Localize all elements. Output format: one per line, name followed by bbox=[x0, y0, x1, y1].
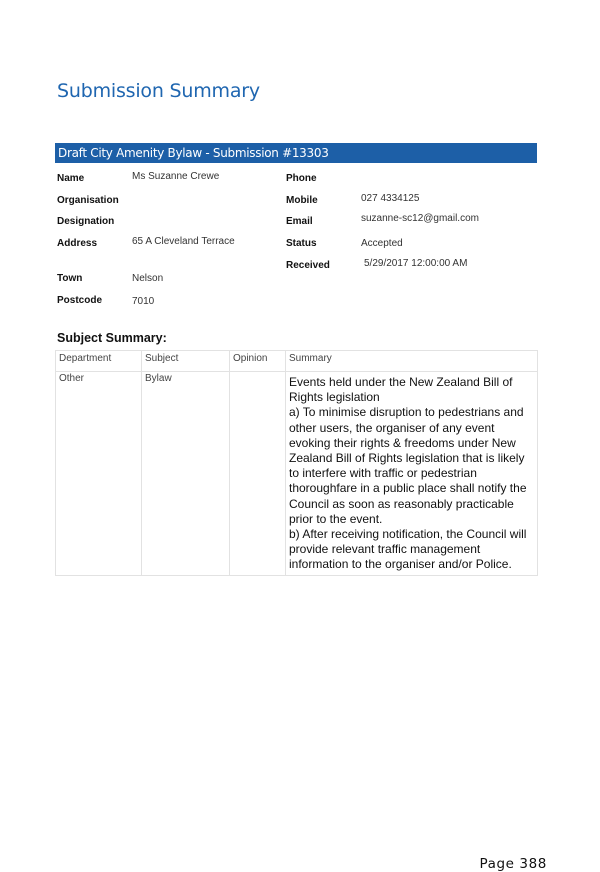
town-label: Town bbox=[57, 273, 83, 284]
header-summary: Summary bbox=[286, 351, 538, 372]
mobile-label: Mobile bbox=[286, 195, 318, 206]
page-number: Page 388 bbox=[479, 856, 547, 872]
postcode-value: 7010 bbox=[132, 296, 155, 307]
mobile-value: 027 4334125 bbox=[361, 193, 420, 204]
phone-label: Phone bbox=[286, 173, 317, 184]
header-opinion: Opinion bbox=[230, 351, 286, 372]
name-label: Name bbox=[57, 173, 85, 184]
received-label: Received bbox=[286, 260, 330, 271]
name-value: Ms Suzanne Crewe bbox=[132, 171, 220, 182]
header-department: Department bbox=[56, 351, 142, 372]
summary-heading: Events held under the New Zealand Bill of Rights legislation bbox=[289, 375, 513, 405]
cell-opinion bbox=[230, 372, 286, 576]
address-value: 65 A Cleveland Terrace bbox=[132, 236, 235, 247]
email-label: Email bbox=[286, 216, 313, 227]
submission-banner: Draft City Amenity Bylaw - Submission #13303 bbox=[55, 143, 537, 163]
header-subject: Subject bbox=[142, 351, 230, 372]
received-value: 5/29/2017 12:00:00 AM bbox=[364, 258, 468, 269]
table-header-row bbox=[56, 351, 538, 372]
postcode-label: Postcode bbox=[57, 295, 103, 306]
summary-point-b: b) After receiving notification, the Council will provide relevant traffic management information to the organiser and/or Police. bbox=[289, 527, 527, 572]
subject-summary-title: Subject Summary: bbox=[57, 331, 167, 345]
table-row bbox=[56, 372, 538, 576]
status-value: Accepted bbox=[361, 238, 403, 249]
page-title: Submission Summary bbox=[57, 80, 260, 102]
address-label: Address bbox=[57, 238, 98, 249]
organisation-label: Organisation bbox=[57, 195, 119, 206]
cell-subject: Bylaw bbox=[142, 372, 230, 576]
email-value: suzanne-sc12@gmail.com bbox=[361, 213, 479, 224]
status-label: Status bbox=[286, 238, 317, 249]
designation-label: Designation bbox=[57, 216, 115, 227]
town-value: Nelson bbox=[132, 273, 164, 284]
cell-department: Other bbox=[56, 372, 142, 576]
summary-point-a: a) To minimise disruption to pedestrians and other users, the organiser of any event evoking their rights & freedoms under New Zealand Bill of Rights legislation that is likely to interfere with traffic or pedestrian thoroughfare in a public place shall notify the Council as soon as reasonably practicable prior to the event. bbox=[289, 405, 527, 526]
cell-summary bbox=[286, 372, 538, 576]
subject-summary-table bbox=[55, 350, 538, 576]
